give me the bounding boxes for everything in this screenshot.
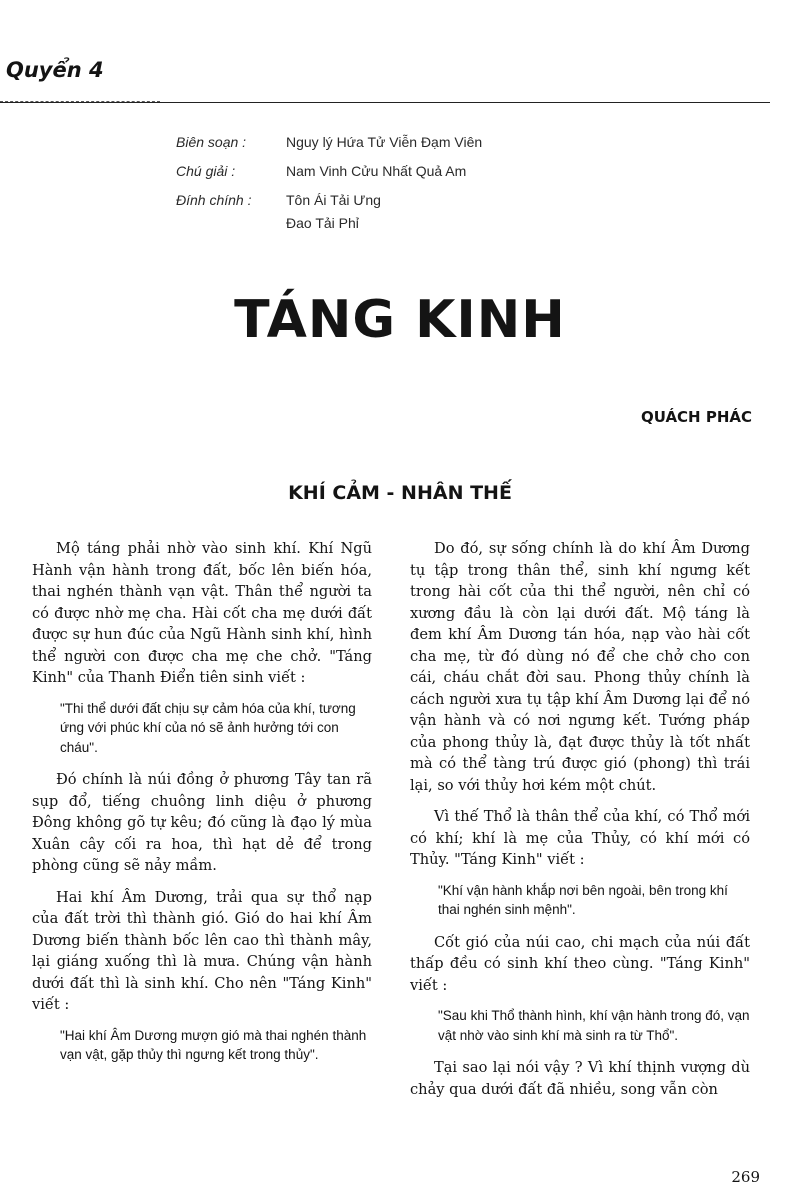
paragraph: Vì thế Thổ là thân thể của khí, có Thổ mới có khí; khí là mẹ của Thủy, có khí mới có Thủy. "Táng Kinh" viết : <box>410 808 750 868</box>
quotation: "Thi thể dưới đất chịu sự cảm hóa của khí, tương ứng với phúc khí của nó sẽ ảnh hưởng tới con cháu". <box>60 700 356 755</box>
credit-row-compiler <box>176 134 482 163</box>
paragraph: Tại sao lại nói vậy ? Vì khí thịnh vượng dù chảy qua dưới đất đã nhiều, song vẫn còn <box>410 1059 750 1098</box>
quotation: "Hai khí Âm Dương mượn gió mà thai nghén thành vạn vật, gặp thủy thì ngưng kết trong thủy". <box>60 1027 367 1062</box>
credit-role: Chú giải : <box>176 163 236 179</box>
right-column <box>410 538 750 1110</box>
paragraph: Đó chính là núi đồng ở phương Tây tan rã sụp đổ, tiếng chuông linh diệu ở phương Đông không gõ tự kêu; đó cũng là đạo lý mùa Xuân cây cối ra hoa, thì hạt dẻ để trong phòng cũng sẽ nảy mầm. <box>32 771 372 874</box>
section-heading: KHÍ CẢM - NHÂN THẾ <box>288 482 512 504</box>
credit-names <box>286 192 381 231</box>
paragraph: Do đó, sự sống chính là do khí Âm Dương tụ tập trong thân thể, sinh khí ngưng kết trong hài cốt của thi thể người, nên chỉ có xương đầu là còn lại dưới đất. Mộ táng là đem khí Âm Dương tán hóa, nạp vào hài cốt cha mẹ, từ đó dùng nó để che chở cho con cái, cháu chắt đời sau. Phong thủy chính là cách người xưa tụ tập khí Âm Dương lại để nó vận hành và có nơi ngưng kết. Tướng pháp của phong thủy là, đạt được thủy là tốt nhất mà có thể tàng trú được gió (phong) thì trái lại, so với thủy hơi kém một chút. <box>410 540 750 794</box>
left-column <box>32 538 372 1077</box>
credit-name: Nguy lý Hứa Tử Viễn Đạm Viên <box>286 134 483 150</box>
paragraph: Hai khí Âm Dương, trải qua sự thổ nạp của đất trời thì thành gió. Gió do hai khí Âm Dương biến thành bốc lên cao thì thành mây, lại giáng xuống thì là mưa. Chúng vận hành dưới đất thì là sinh khí. Cho nên "Táng Kinh" viết : <box>32 888 372 1013</box>
author-name: QUÁCH PHÁC <box>640 408 752 426</box>
page-title: TÁNG KINH <box>234 290 566 350</box>
quotation: "Khí vận hành khắp nơi bên ngoài, bên trong khí thai nghén sinh mệnh". <box>438 882 728 917</box>
book-label: Quyển 4 <box>6 58 104 82</box>
quotation: "Sau khi Thổ thành hình, khí vận hành trong đó, vạn vật nhờ vào sinh khí mà sinh ra từ Thổ". <box>438 1008 750 1043</box>
credit-name: Nam Vinh Cửu Nhất Quả Am <box>286 163 467 179</box>
credit-role: Đính chính : <box>176 192 252 208</box>
credit-row-corrector <box>176 192 482 231</box>
credit-names <box>286 134 482 150</box>
credit-role: Biên soạn : <box>176 134 247 150</box>
credit-name: Đao Tải Phỉ <box>286 215 359 231</box>
credits-block <box>176 134 483 231</box>
paragraph: Cốt gió của núi cao, chi mạch của núi đất thấp đều có sinh khí theo cùng. "Táng Kinh" viết : <box>410 933 750 994</box>
credit-names <box>286 163 466 179</box>
header-rule <box>0 102 770 103</box>
credit-name: Tôn Ái Tải Ưng <box>286 192 381 208</box>
paragraph: Mộ táng phải nhờ vào sinh khí. Khí Ngũ Hành vận hành trong đất, bốc lên biến hóa, thai nghén thành vạn vật. Thân thể người ta có được nhờ mẹ cha. Hài cốt cha mẹ dưới đất được sự hun đúc của Ngũ Hành sinh khí, hình thể người con được cha mẹ che chở. "Táng Kinh" của Thanh Điển tiên sinh viết : <box>32 540 372 686</box>
page-number: 269 <box>731 1168 760 1186</box>
credit-row-annotator <box>176 163 482 192</box>
